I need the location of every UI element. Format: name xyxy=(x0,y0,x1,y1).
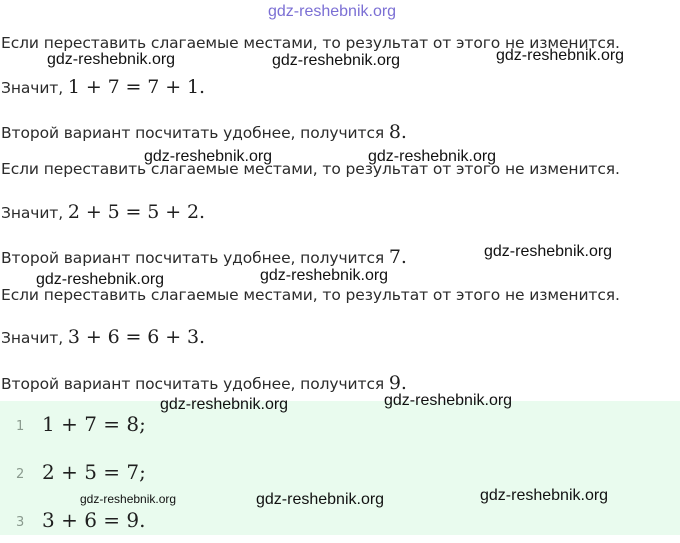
conclusion-1 xyxy=(1,76,205,98)
answer-row xyxy=(0,407,680,447)
watermark: gdz-reshebnik.org xyxy=(484,243,613,260)
convenient-label-3: Второй вариант посчитать удобнее, получится xyxy=(1,375,385,393)
conclusion-2 xyxy=(1,201,205,223)
watermark: gdz-reshebnik.org xyxy=(496,47,625,64)
watermark: gdz-reshebnik.org xyxy=(47,51,176,68)
conclusion-label-3: Значит, xyxy=(1,329,64,347)
watermark: gdz-reshebnik.org xyxy=(268,3,397,20)
watermark: gdz-reshebnik.org xyxy=(144,148,273,165)
watermark: gdz-reshebnik.org xyxy=(272,52,401,69)
answer-row xyxy=(0,503,680,543)
watermark: gdz-reshebnik.org xyxy=(256,491,385,508)
answer-number: 2 xyxy=(16,467,25,482)
watermark: gdz-reshebnik.org xyxy=(160,396,289,413)
answer-box xyxy=(0,401,680,535)
watermark: gdz-reshebnik.org xyxy=(368,148,497,165)
conclusion-label-2: Значит, xyxy=(1,204,64,222)
statement-3: Если переставить слагаемые местами, то результат от этого не изменится. xyxy=(1,286,620,304)
conclusion-expr-2: 2 + 5 = 5 + 2. xyxy=(67,201,205,223)
answer-number: 1 xyxy=(16,419,25,434)
watermark: gdz-reshebnik.org xyxy=(36,271,165,288)
statement-2: Если переставить слагаемые местами, то результат от этого не изменится. xyxy=(1,160,620,178)
convenient-value-2: 7. xyxy=(388,246,407,268)
conclusion-expr-1: 1 + 7 = 7 + 1. xyxy=(67,76,205,98)
answer-expression: 1 + 7 = 8; xyxy=(42,412,146,436)
conclusion-label-1: Значит, xyxy=(1,79,64,97)
answer-expression: 3 + 6 = 9. xyxy=(42,508,146,532)
watermark: gdz-reshebnik.org xyxy=(80,492,177,506)
answer-number: 3 xyxy=(16,515,25,530)
convenient-3 xyxy=(1,372,407,394)
convenient-label-2: Второй вариант посчитать удобнее, получится xyxy=(1,249,385,267)
conclusion-expr-3: 3 + 6 = 6 + 3. xyxy=(67,326,205,348)
answer-expression: 2 + 5 = 7; xyxy=(42,460,146,484)
convenient-value-1: 8. xyxy=(388,121,407,143)
watermark: gdz-reshebnik.org xyxy=(260,267,389,284)
convenient-1 xyxy=(1,121,407,143)
convenient-value-3: 9. xyxy=(388,372,407,394)
watermark: gdz-reshebnik.org xyxy=(384,392,513,409)
convenient-2 xyxy=(1,246,407,268)
conclusion-3 xyxy=(1,326,205,348)
statement-1: Если переставить слагаемые местами, то результат от этого не изменится. xyxy=(1,34,620,52)
watermark: gdz-reshebnik.org xyxy=(480,487,609,504)
convenient-label-1: Второй вариант посчитать удобнее, получится xyxy=(1,124,385,142)
